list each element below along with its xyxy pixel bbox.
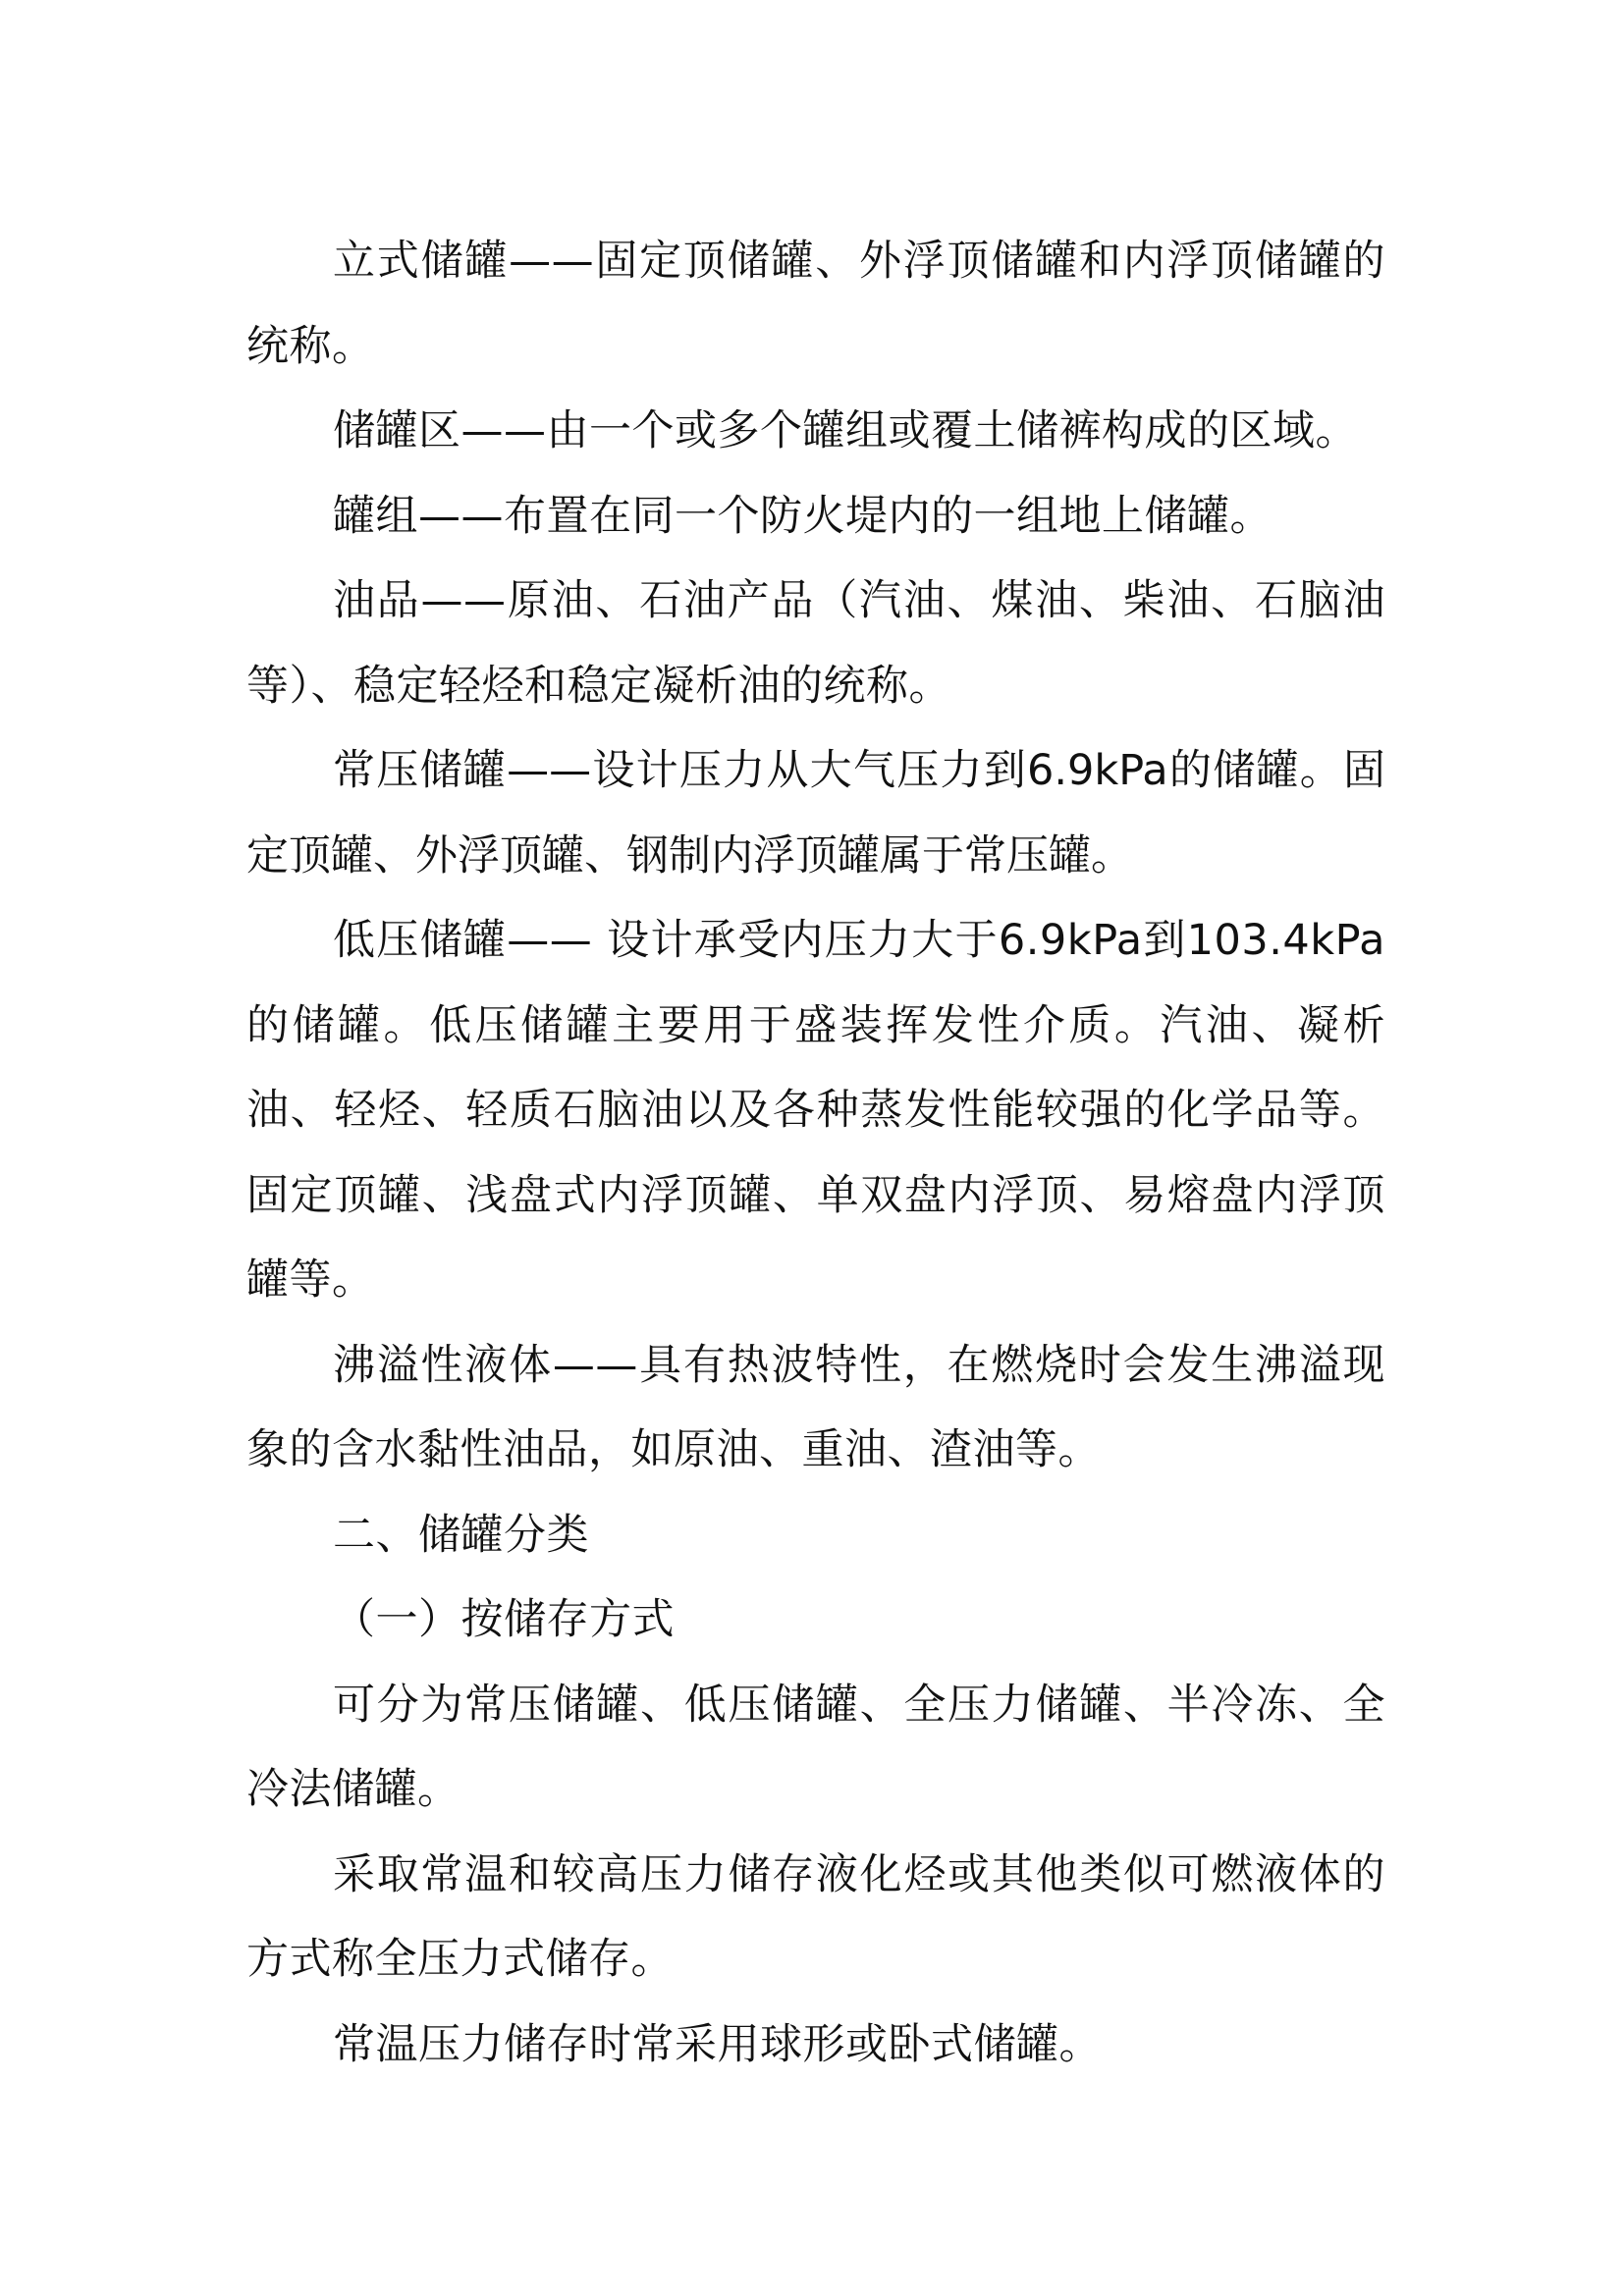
paragraph-oil-products-definition: 油品——原油、石油产品（汽油、煤油、柴油、石脑油等）、稳定轻烃和稳定凝析油的统称。 [246,576,1385,711]
section-heading-tank-classification: 二、储罐分类 [333,1510,589,1560]
paragraph-low-pressure-tank-definition: 低压储罐—— 设计承受内压力大于6.9kPa到103.4kPa的储罐。低压储罐主要用于盛装挥发性介质。汽油、凝析油、轻烃、轻质石脑油以及各种蒸发性能较强的化学品等。固定顶罐、浅盘式内浮顶罐、单双盘内浮顶、易熔盘内浮顶罐等。 [246,916,1385,1305]
paragraph-ambient-pressure-tanks: 常温压力储存时常采用球形或卧式储罐。 [333,2019,1102,2069]
paragraph-vertical-tank-definition: 立式储罐——固定顶储罐、外浮顶储罐和内浮顶储罐的统称。 [246,237,1385,371]
paragraph-tank-area-definition: 储罐区——由一个或多个罐组或覆土储裤构成的区域。 [333,406,1358,455]
paragraph-full-pressure-storage: 采取常温和较高压力储存液化烃或其他类似可燃液体的方式称全压力式储存。 [246,1849,1385,1984]
paragraph-atmospheric-tank-definition: 常压储罐——设计压力从大气压力到6.9kPa的储罐。固定顶罐、外浮顶罐、钢制内浮顶罐属于常压罐。 [246,746,1385,881]
paragraph-storage-method-types: 可分为常压储罐、低压储罐、全压力储罐、半冷冻、全冷法储罐。 [246,1680,1385,1814]
document-body [246,219,1385,2087]
paragraph-tank-group-definition: 罐组——布置在同一个防火堤内的一组地上储罐。 [333,491,1272,541]
subsection-heading-by-storage-method: （一）按储存方式 [333,1595,675,1644]
paragraph-boilover-liquid-definition: 沸溢性液体——具有热波特性，在燃烧时会发生沸溢现象的含水黏性油品，如原油、重油、渣油等。 [246,1340,1385,1474]
